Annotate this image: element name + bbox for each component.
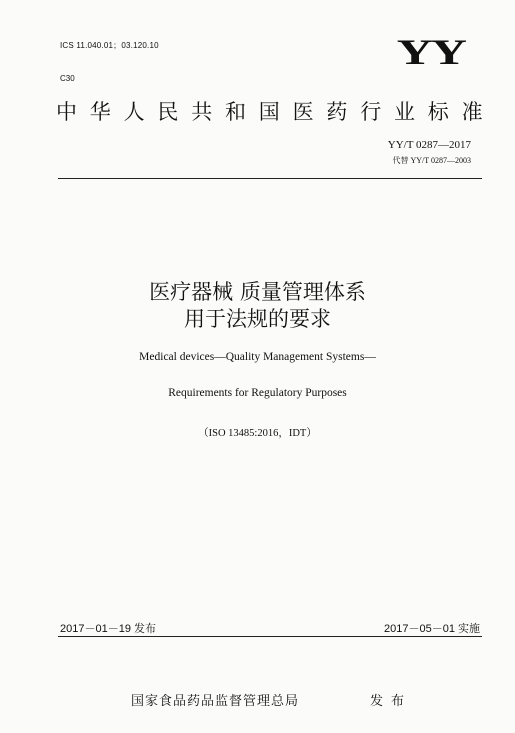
title-cn-line1: 医疗器械 质量管理体系	[149, 280, 366, 304]
title-en-line2: Requirements for Regulatory Purposes	[168, 387, 347, 399]
issuing-authority: 国家食品药品监督管理总局	[131, 694, 300, 709]
ccs-code: C30	[60, 74, 75, 83]
standard-logo: YY	[396, 31, 465, 72]
title-en-line1: Medical devices—Quality Management Systems—	[139, 351, 376, 363]
implementation-date: 2017－05－01 实施	[384, 623, 480, 635]
standard-type-heading: 中华人民共和国医药行业标准	[56, 100, 496, 124]
ics-code: ICS 11.040.01；03.120.10	[60, 41, 159, 50]
issue-date: 2017－01－19 发布	[60, 623, 156, 635]
title-cn-line2: 用于法规的要求	[184, 307, 331, 331]
header-divider	[58, 178, 482, 179]
footer-divider	[58, 636, 482, 637]
issuing-label: 发布	[370, 694, 413, 709]
international-equivalence: （ISO 13485:2016，IDT）	[198, 428, 317, 439]
standard-number: YY/T 0287—2017	[387, 139, 471, 151]
replaces-standard: 代替 YY/T 0287—2003	[392, 156, 471, 165]
